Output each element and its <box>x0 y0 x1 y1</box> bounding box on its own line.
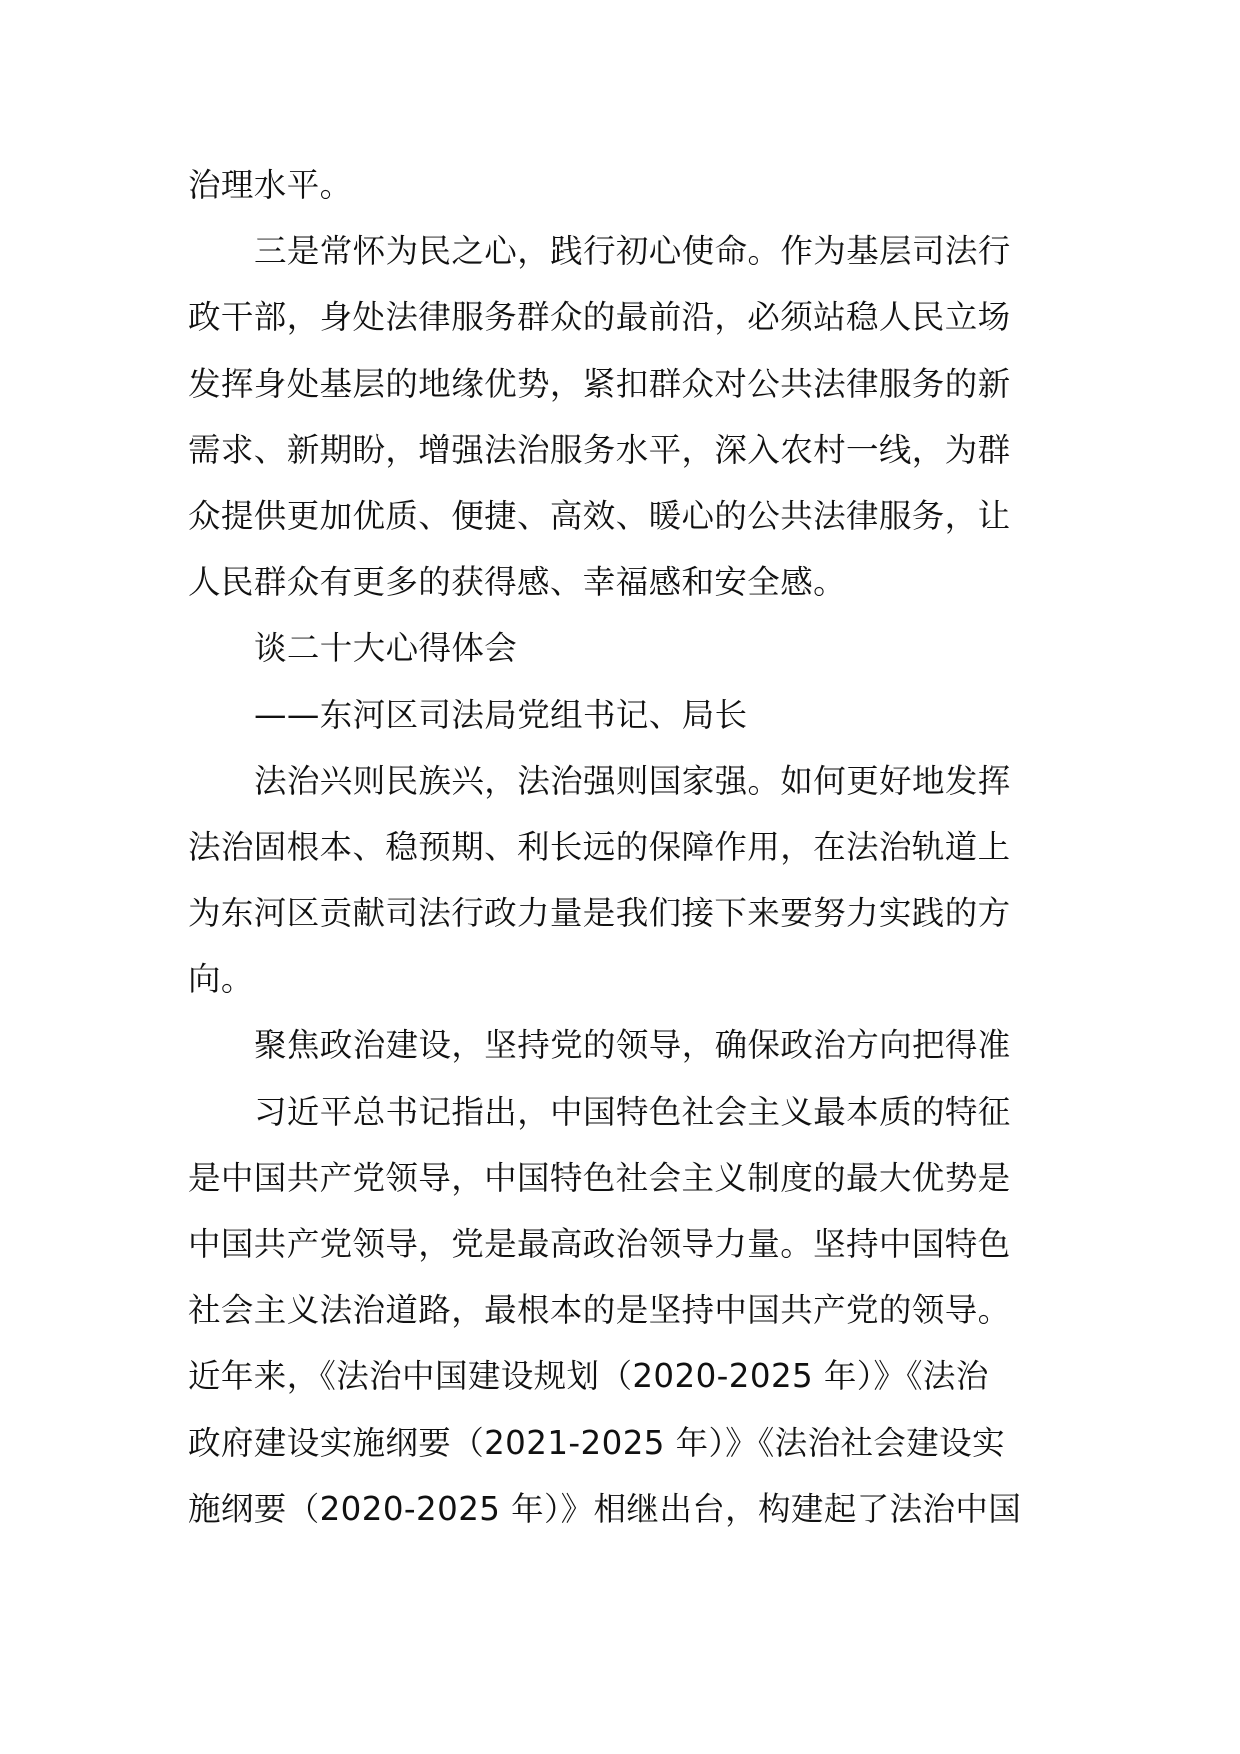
paragraph-start-line: 习近平总书记指出，中国特色社会主义最本质的特征 <box>254 1092 1011 1131</box>
text-line: 人民群众有更多的获得感、幸福感和安全感。 <box>188 563 847 602</box>
text-line: 法治固根本、稳预期、利长远的保障作用，在法治轨道上 <box>188 827 1011 866</box>
text-line: 政干部，身处法律服务群众的最前沿，必须站稳人民立场 <box>188 298 1011 337</box>
text-line: 众提供更加优质、便捷、高效、暖心的公共法律服务，让 <box>188 496 1011 535</box>
text-line: 近年来，《法治中国建设规划（2020-2025 年）》《法治 <box>188 1357 989 1396</box>
text-line: 发挥身处基层的地缘优势，紧扣群众对公共法律服务的新 <box>188 364 1011 403</box>
text-line: 政府建设实施纲要（2021-2025 年）》《法治社会建设实 <box>188 1423 1005 1462</box>
text-line: 为东河区贡献司法行政力量是我们接下来要努力实践的方 <box>188 894 1011 933</box>
body-text <box>188 152 1060 1542</box>
text-line: 是中国共产党领导，中国特色社会主义制度的最大优势是 <box>188 1158 1011 1197</box>
text-line: 社会主义法治道路，最根本的是坚持中国共产党的领导。 <box>188 1291 1011 1330</box>
text-line: 向。 <box>188 960 254 999</box>
subheading: 聚焦政治建设，坚持党的领导，确保政治方向把得准 <box>254 1026 1011 1065</box>
text-line: 中国共产党领导，党是最高政治领导力量。坚持中国特色 <box>188 1225 1011 1263</box>
text-line: 需求、新期盼，增强法治服务水平，深入农村一线，为群 <box>188 430 1011 469</box>
text-line: 治理水平。 <box>188 166 353 204</box>
paragraph-start-line: 三是常怀为民之心，践行初心使命。作为基层司法行 <box>254 232 1011 271</box>
author-byline: ——东河区司法局党组书记、局长 <box>254 695 748 734</box>
section-title: 谈二十大心得体会 <box>254 629 518 668</box>
paragraph-start-line: 法治兴则民族兴，法治强则国家强。如何更好地发挥 <box>254 761 1011 800</box>
text-line: 施纲要（2020-2025 年）》相继出台，构建起了法治中国 <box>188 1489 1022 1528</box>
